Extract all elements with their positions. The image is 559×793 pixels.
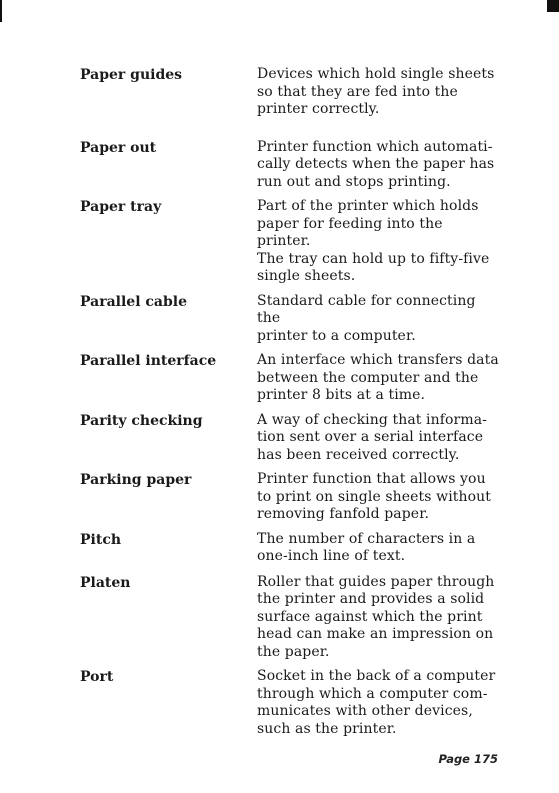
glossary-entry-paper-guides <box>80 66 500 119</box>
glossary-entry-paper-tray <box>80 198 500 286</box>
glossary-definition: Devices which hold single sheets so that they are fed into the printer correctly. <box>257 66 495 117</box>
glossary-list <box>80 66 500 738</box>
glossary-definition: The number of characters in a one-inch line of text. <box>257 530 476 564</box>
glossary-entry-parity-checking <box>80 412 500 465</box>
corner-registration-mark <box>547 0 559 12</box>
glossary-definition: Printer function that allows you to print on single sheets without removing fanfold paper. <box>257 471 491 522</box>
glossary-entry-parking-paper <box>80 471 500 524</box>
glossary-term: Parking paper <box>80 472 192 488</box>
glossary-entry-pitch <box>80 531 500 566</box>
glossary-term: Parallel interface <box>80 353 217 369</box>
glossary-term: Paper out <box>80 139 157 156</box>
glossary-definition: An interface which transfers data between the computer and the printer 8 bits at a time. <box>257 352 499 403</box>
page-number: Page 175 <box>438 752 498 766</box>
glossary-entry-platen <box>80 574 500 662</box>
glossary-definition: Printer function which automati- cally detects when the paper has run out and stops printing. <box>257 138 495 190</box>
glossary-term: Parity checking <box>80 412 203 429</box>
glossary-definition: A way of checking that informa- tion sent over a serial interface has been received correctly. <box>257 411 487 463</box>
glossary-definition: Standard cable for connecting the printer to a computer. <box>257 292 476 344</box>
glossary-term: Platen <box>80 574 131 591</box>
glossary-definition: Part of the printer which holds paper for feeding into the printer. The tray can hold up to fifty-five single sheets. <box>257 198 490 284</box>
glossary-definition: Roller that guides paper through the printer and provides a solid surface against which the print head can make an impression on the paper. <box>257 573 495 660</box>
glossary-term: Paper tray <box>80 199 162 215</box>
glossary-entry-port <box>80 668 500 738</box>
glossary-term: Paper guides <box>80 67 183 83</box>
glossary-term: Pitch <box>80 531 122 548</box>
glossary-entry-parallel-interface <box>80 352 500 405</box>
glossary-entry-paper-out <box>80 139 500 192</box>
left-margin-bar <box>0 0 2 22</box>
glossary-entry-parallel-cable <box>80 293 500 346</box>
glossary-term: Port <box>80 669 114 685</box>
glossary-definition: Socket in the back of a computer through which a computer com- municates with other devices, such as the printer. <box>257 668 496 737</box>
glossary-term: Parallel cable <box>80 293 188 310</box>
